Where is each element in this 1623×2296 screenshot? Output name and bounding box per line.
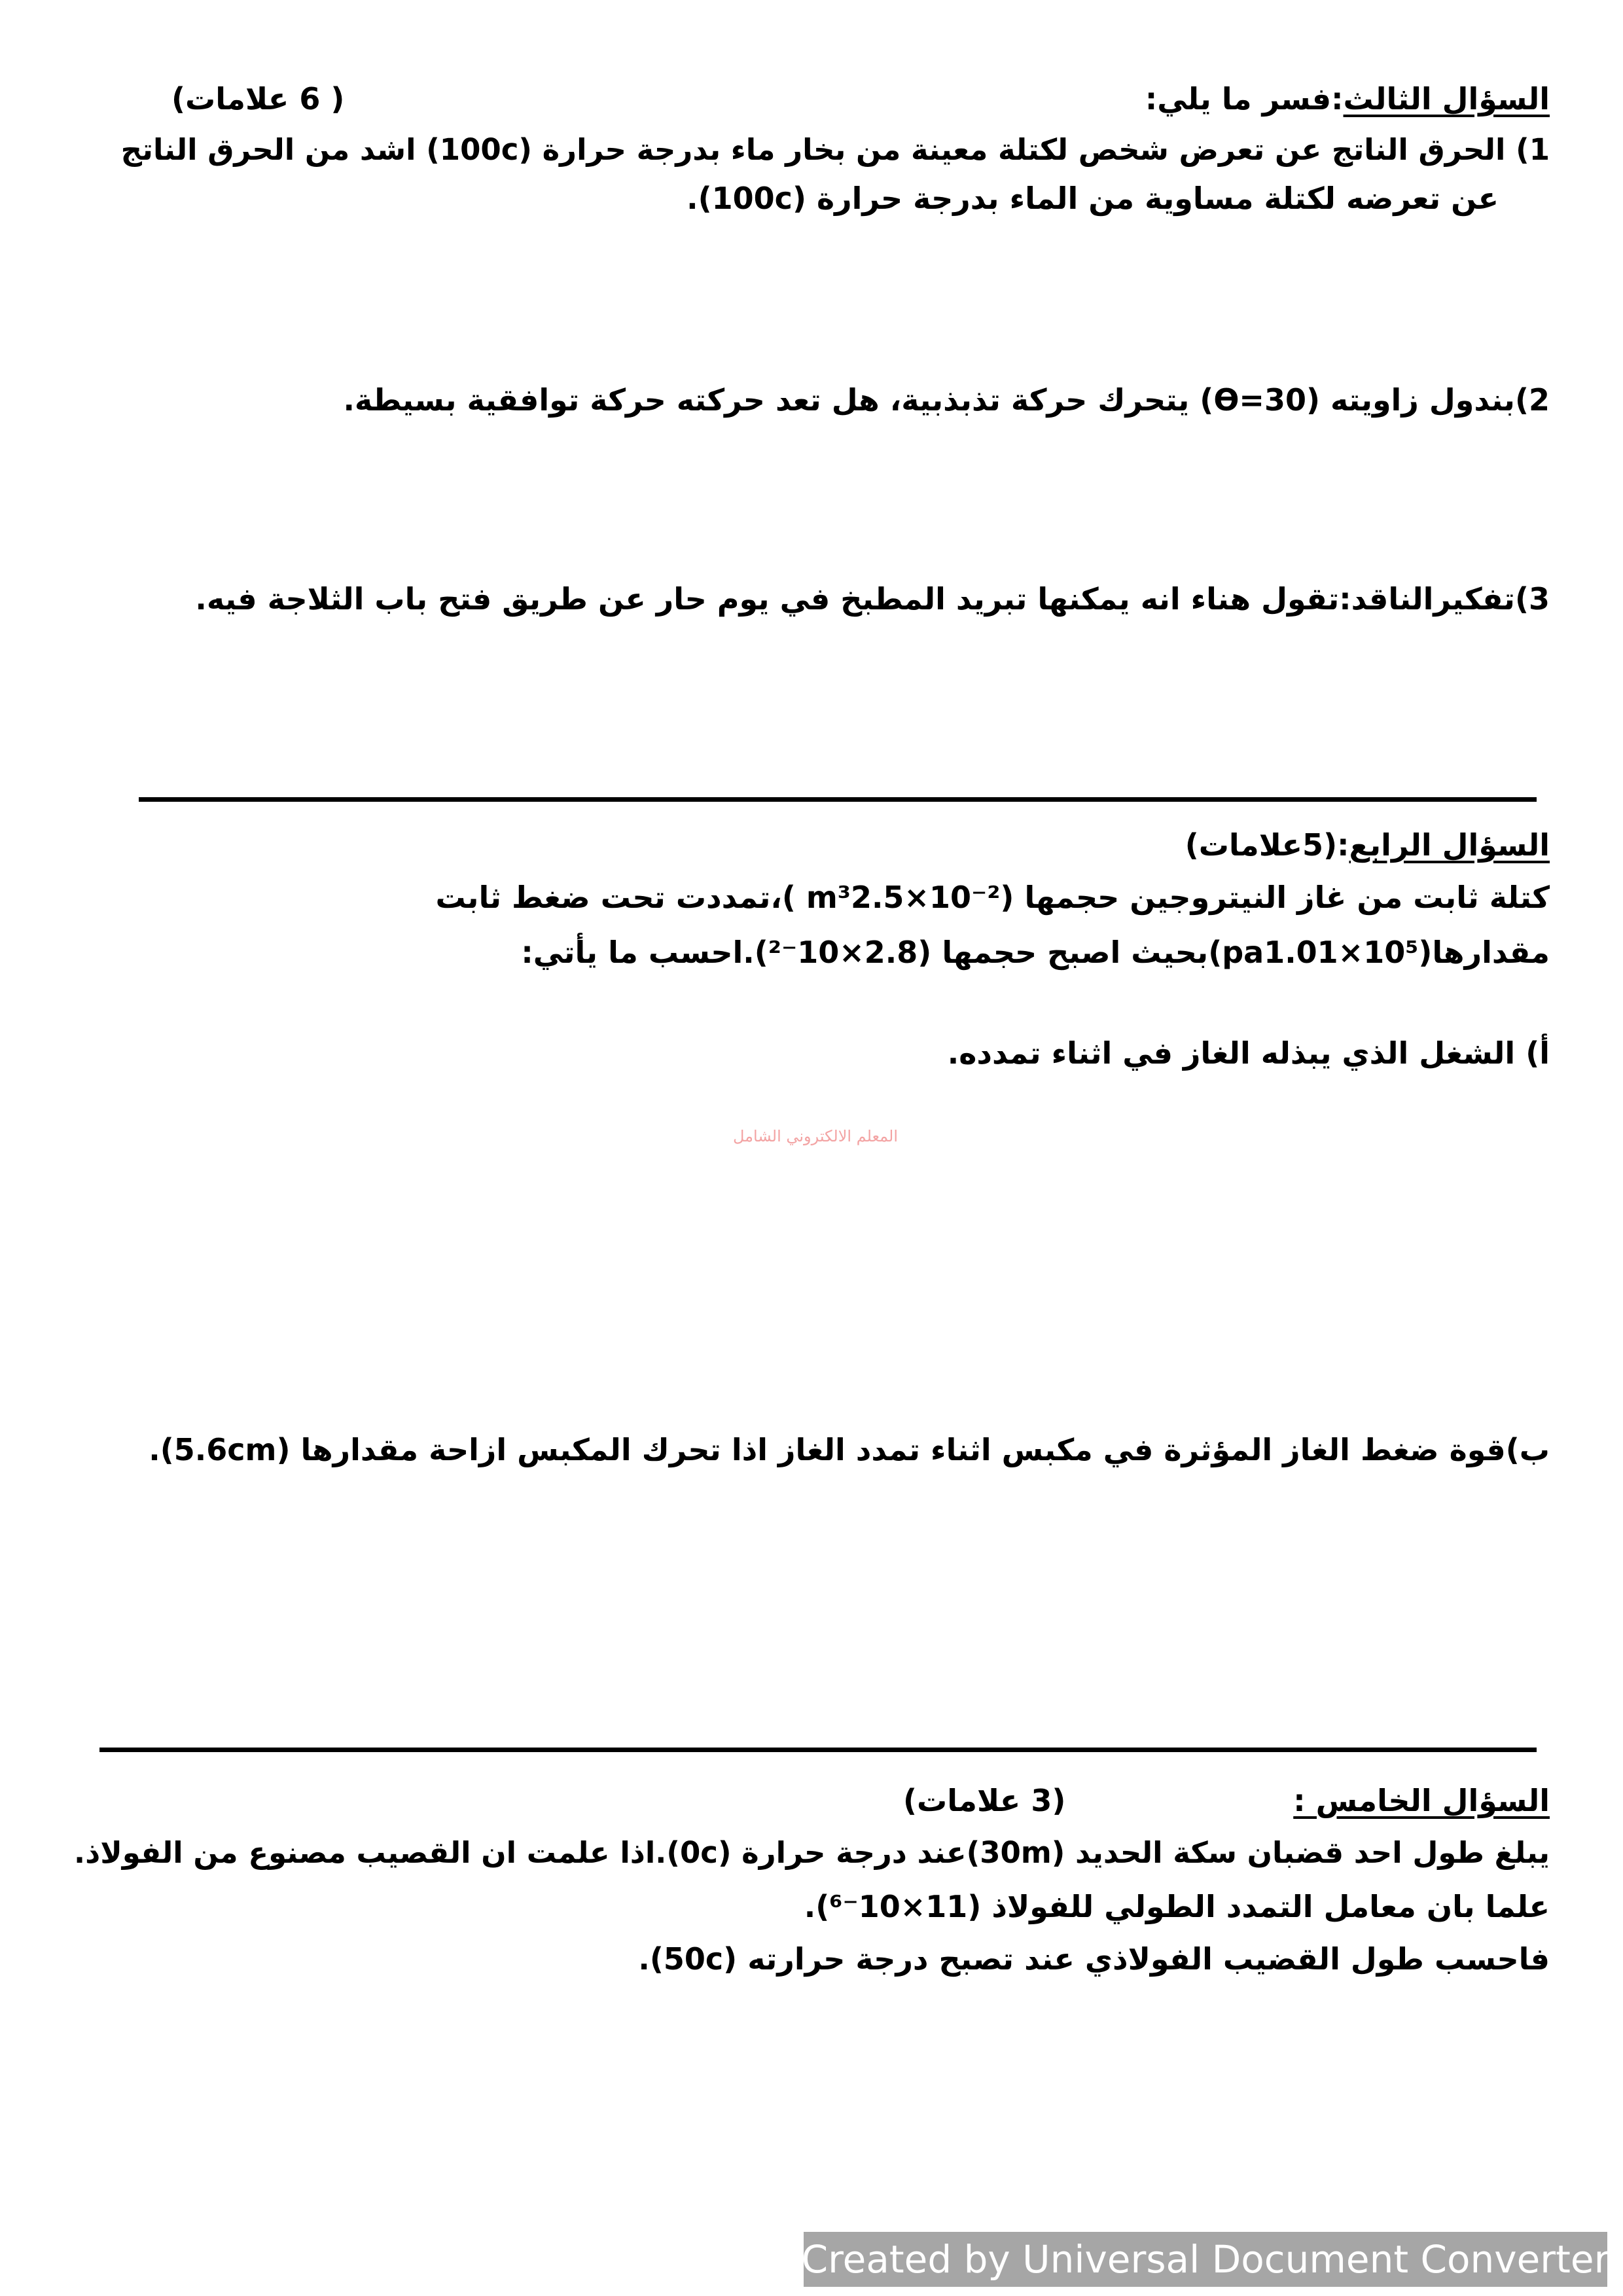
divider-2 — [99, 1748, 1537, 1752]
q4-title: السؤال الرابع — [1349, 827, 1550, 863]
q4-marks: :(5علامات) — [1185, 827, 1349, 863]
q3-title: السؤال الثالث — [1343, 81, 1550, 117]
footer-text: Created by Universal Document Converter — [801, 2237, 1610, 2282]
q5-line1: يبلغ طول احد قضبان سكة الحديد (30m)عند درجة حرارة (0c).اذا علمت ان القصيب مصنوع من الفولاذ. — [74, 1835, 1550, 1870]
q3-heading — [1145, 81, 1550, 117]
q4-heading — [1185, 827, 1550, 863]
divider-1 — [139, 797, 1537, 802]
q4-line2: مقدارها(pa1.01×10⁵)بحيث اصبح حجمها (2.8×10⁻²).احسب ما يأتي: — [521, 935, 1550, 970]
q4-line1: كتلة ثابت من غاز النيتروجين حجمها (m³2.5×10⁻² )،تمددت تحت ضغط ثابت — [435, 880, 1550, 915]
q3-item3: 3)تفكيرالناقد:تقول هناء انه يمكنها تبريد المطبخ في يوم حار عن طريق فتح باب الثلاجة فيه. — [195, 581, 1550, 617]
q3-title-suffix: :فسر ما يلي: — [1145, 81, 1344, 117]
q5-line2: علما بان معامل التمدد الطولي للفولاذ (11×10⁻⁶). — [804, 1889, 1550, 1924]
q5-title: السؤال الخامس : — [1293, 1783, 1550, 1818]
q4-part-a: أ) الشغل الذي يبذله الغاز في اثناء تمدده. — [947, 1035, 1550, 1071]
converter-footer-badge — [801, 2232, 1610, 2287]
q4-part-b: ب)قوة ضغط الغاز المؤثرة في مكبس اثناء تمدد الغاز اذا تحرك المكبس ازاحة مقدارها (5.6cm). — [149, 1432, 1550, 1467]
q5-marks: (3 علامات) — [903, 1783, 1066, 1818]
q3-item1-line2: عن تعرضه لكتلة مساوية من الماء بدرجة حرارة (100c). — [687, 181, 1499, 216]
watermark-text: المعلم الالكتروني الشامل — [733, 1127, 899, 1145]
q3-marks: ( 6 علامات) — [171, 81, 345, 117]
q3-item1-line1: 1) الحرق الناتج عن تعرض شخص لكتلة معينة من بخار ماء بدرجة حرارة (100c) اشد من الحرق الناتج — [120, 132, 1550, 167]
q3-item2: 2)بندول زاويته (Ɵ=30) يتحرك حركة تذبذبية، هل تعد حركته حركة توافقية بسيطة. — [343, 382, 1550, 418]
q5-heading-title — [1293, 1785, 1550, 1816]
q5-line3: فاحسب طول القضيب الفولاذي عند تصبح درجة حرارته (50c). — [638, 1941, 1550, 1977]
